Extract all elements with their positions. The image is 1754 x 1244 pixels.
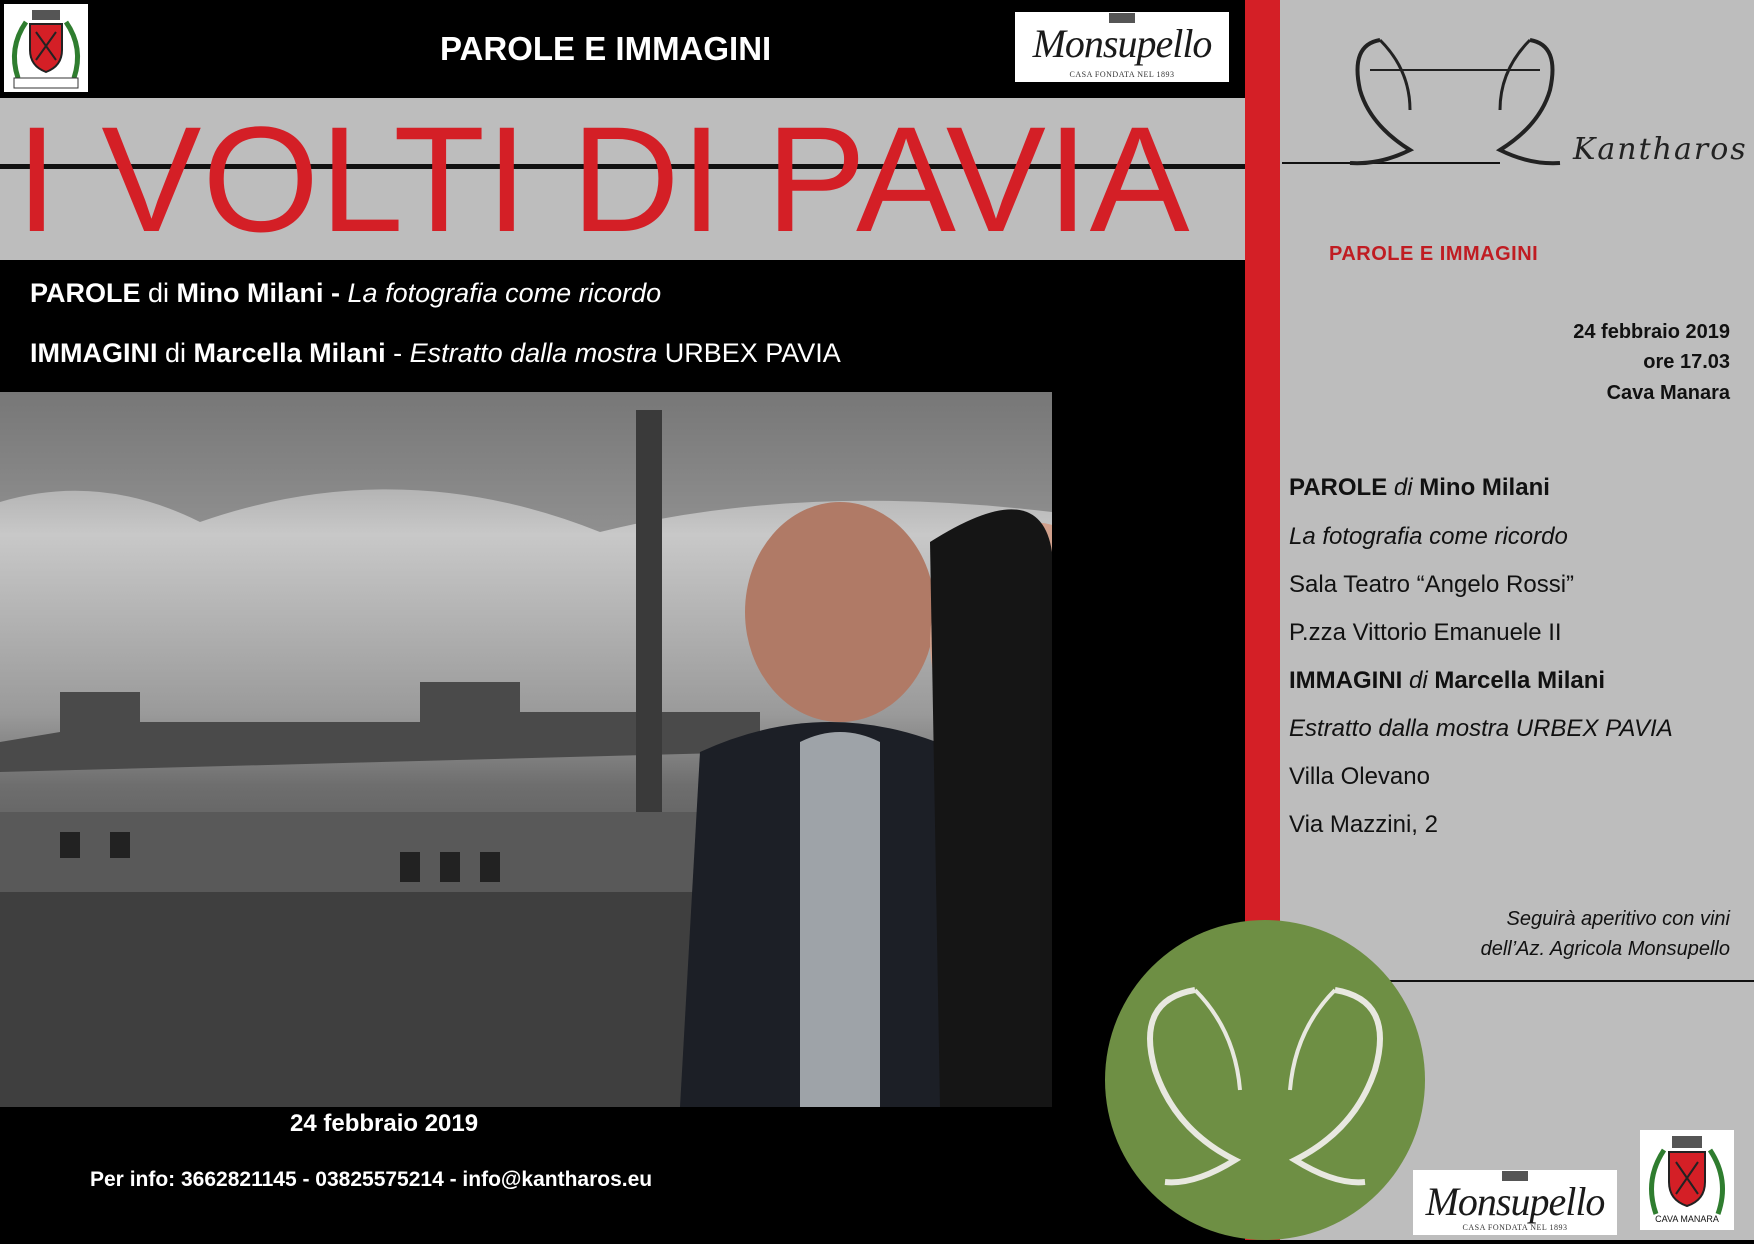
event-place: Cava Manara: [1606, 382, 1730, 404]
top-heading: PAROLE E IMMAGINI: [440, 30, 772, 67]
monsupello-name-bottom: Monsupello: [1425, 1179, 1605, 1224]
footer-date: 24 febbraio 2019: [290, 1110, 479, 1137]
crest-icon: [4, 4, 88, 92]
program-parole-venue: Sala Teatro “Angelo Rossi”: [1289, 571, 1575, 598]
aperitivo-line-1: Seguirà aperitivo con vini: [1506, 908, 1730, 930]
crest-label: CAVA MANARA: [1655, 1214, 1719, 1224]
program-immagini-work: Estratto dalla mostra URBEX PAVIA: [1289, 715, 1673, 742]
footer-contact-info: Per info: 3662821145 - 03825575214 - info@kantharos.eu: [90, 1168, 653, 1191]
monsupello-tagline: CASA FONDATA NEL 1893: [1069, 70, 1175, 79]
event-date: 24 febbraio 2019: [1573, 321, 1730, 343]
right-heading: PAROLE E IMMAGINI: [1329, 243, 1539, 265]
program-parole-address: P.zza Vittorio Emanuele II: [1289, 619, 1562, 646]
monsupello-name: Monsupello: [1032, 21, 1212, 66]
program-immagini-heading: IMMAGINI di Marcella Milani: [1289, 667, 1606, 694]
monsupello-tagline-bottom: CASA FONDATA NEL 1893: [1462, 1223, 1568, 1232]
program-parole-work: La fotografia come ricordo: [1289, 523, 1568, 550]
subtitle-immagini: IMMAGINI di Marcella Milani - Estratto dalla mostra URBEX PAVIA: [30, 338, 841, 368]
event-time: ore 17.03: [1643, 351, 1730, 373]
subtitle-parole: PAROLE di Mino Milani - La fotografia come ricordo: [30, 278, 662, 308]
program-immagini-venue: Villa Olevano: [1289, 763, 1430, 790]
monsupello-logo-bottom: [1413, 1170, 1617, 1235]
event-photo: [0, 392, 1052, 1107]
kantharos-vase-icon: [1340, 30, 1570, 170]
aperitivo-line-2: dell’Az. Agricola Monsupello: [1480, 938, 1730, 960]
kantharos-circle-emblem: [1105, 920, 1425, 1240]
cava-manara-crest-logo: [4, 4, 88, 92]
kantharos-wordmark: Kantharos: [1573, 132, 1748, 167]
cava-manara-crest-logo-bottom: [1640, 1130, 1734, 1230]
program-immagini-address: Via Mazzini, 2: [1289, 811, 1438, 838]
vase-emblem-icon: [1105, 920, 1425, 1240]
main-title: I VOLTI DI PAVIA: [16, 95, 1191, 263]
program-parole-heading: PAROLE di Mino Milani: [1289, 474, 1550, 501]
photo-illustration: [0, 392, 1052, 1107]
monsupello-logo: [1015, 12, 1229, 82]
